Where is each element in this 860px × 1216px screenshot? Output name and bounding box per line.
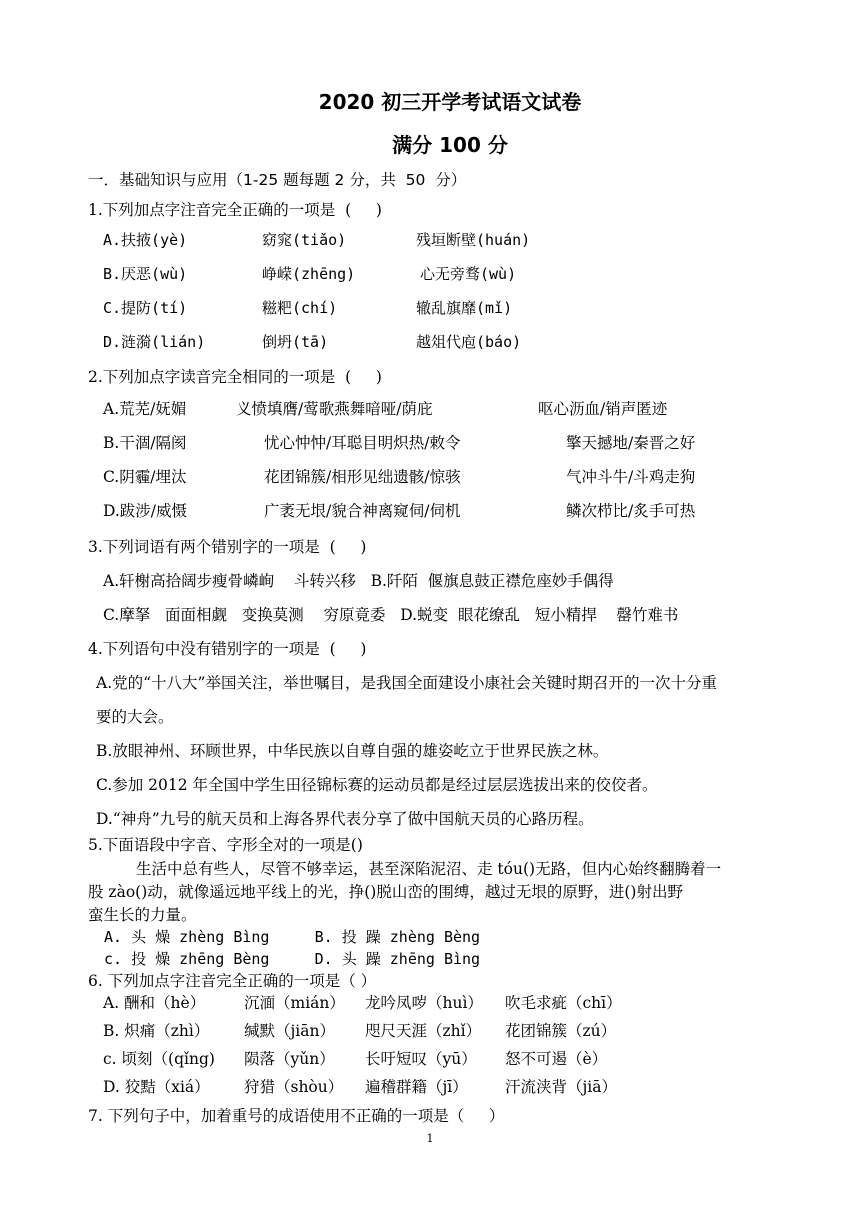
page-number: 1	[426, 1132, 434, 1145]
q6-option-c-4: 怒不可遏（è）	[505, 1050, 608, 1068]
q1-option-d-3: 越俎代庖(báo)	[416, 333, 522, 351]
q1-option-a-3: 残垣断壁(huán)	[416, 231, 531, 249]
q6-option-b-2: 缄默（jiān）	[244, 1022, 335, 1040]
q1-option-a-2: 窈窕(tiǎo)	[262, 231, 347, 249]
q6-option-a-4: 吹毛求疵（chī）	[505, 994, 622, 1012]
q4-option-a-line-1: A.党的“十八大”举国关注，举世嘱目，是我国全面建设小康社会关键时期召开的一次十分重	[96, 674, 717, 692]
question-6-stem: 6. 下列加点字注音完全正确的一项是（ ）	[88, 972, 377, 990]
exam-title: 2020 初三开学考试语文试卷	[318, 90, 582, 114]
q2-option-c-3: 气冲斗牛/斗鸡走狗	[566, 468, 696, 486]
q2-option-d-1: D.跋涉/威慑	[103, 502, 188, 520]
q4-option-d: D.“神舟”九号的航天员和上海各界代表分享了做中国航天员的心路历程。	[96, 810, 594, 828]
q6-option-d-3: 遍稽群籍（jī）	[365, 1078, 468, 1096]
q3-options-line-1: A.轩榭高拾阔步瘦骨嶙峋 斗转兴移 B.阡陌 偃旗息鼓正襟危座妙手偶得	[103, 572, 614, 590]
question-7-stem: 7. 下列句子中，加着重号的成语使用不正确的一项是（ ）	[88, 1107, 505, 1125]
q6-option-a-2: 沉湎（mián）	[244, 994, 345, 1012]
q3-options-line-2: C.摩拏 面面相觑 变换莫测 穷原竟委 D.蜕变 眼花缭乱 短小精捍 罄竹难书	[103, 606, 679, 624]
q6-option-d-1: D. 狡黠（xiá）	[103, 1078, 210, 1096]
q4-option-b: B.放眼神州、环顾世界，中华民族以自尊自强的雄姿屹立于世界民族之林。	[96, 742, 609, 760]
q4-option-c: C.参加 2012 年全国中学生田径锦标赛的运动员都是经过层层选拔出来的佼佼者。	[96, 776, 658, 794]
q6-option-c-2: 陨落（yǔn）	[244, 1050, 335, 1068]
q2-option-d-3: 鳞次栉比/炙手可热	[566, 502, 696, 520]
question-4-stem: 4.下列语句中没有错别字的一项是 ( )	[88, 640, 367, 658]
section-heading: 一．基础知识与应用（1-25 题每题 2 分，共 50 分）	[88, 171, 467, 189]
q5-passage-line-3: 蛮生长的力量。	[88, 906, 197, 924]
question-2-stem: 2.下列加点字读音完全相同的一项是 ( )	[88, 368, 382, 386]
q1-option-b-2: 峥嵘(zhēng)	[262, 265, 356, 283]
q6-option-a-1: A. 酬和（hè）	[103, 994, 206, 1012]
q6-option-b-3: 咫尺天涯（zhǐ）	[365, 1022, 482, 1040]
q6-option-a-3: 龙吟凤哕（huì）	[365, 994, 483, 1012]
q2-option-b-3: 擎天撼地/秦晋之好	[566, 434, 696, 452]
q6-option-b-1: B. 炽痛（zhì）	[103, 1022, 210, 1040]
q5-passage-line-2: 股 zào()动，就像遥远地平线上的光，挣()脱山峦的围缚，越过无垠的原野，进()射出野	[88, 883, 683, 901]
question-3-stem: 3.下列词语有两个错别字的一项是 ( )	[88, 538, 367, 556]
q2-option-c-1: C.阴霾/埋汰	[103, 468, 187, 486]
question-5-stem: 5.下面语段中字音、字形全对的一项是()	[88, 836, 363, 854]
exam-subtitle: 满分 100 分	[392, 133, 508, 157]
q1-option-c-2: 糍粑(chí)	[262, 299, 338, 317]
q6-option-b-4: 花团锦簇（zú）	[505, 1022, 617, 1040]
q1-option-c-1: C.提防(tí)	[103, 299, 188, 317]
question-1-stem: 1.下列加点字注音完全正确的一项是 ( )	[88, 201, 382, 219]
q1-option-b-1: B.厌恶(wù)	[103, 265, 188, 283]
q2-option-b-2: 忧心忡忡/耳聪目明炽热/敕令	[264, 434, 461, 452]
q6-option-d-4: 汗流浃背（jiā）	[505, 1078, 618, 1096]
q1-option-c-3: 辙乱旗靡(mǐ)	[416, 299, 513, 317]
q2-option-b-1: B.干涸/隔阂	[103, 434, 187, 452]
q2-option-a-1: A.荒芜/妩媚	[103, 400, 187, 418]
q6-option-d-2: 狩猎（shòu）	[244, 1078, 344, 1096]
q5-options-line-2: c. 投 燥 zhēng Bèng D. 头 躁 zhēng Bìng	[104, 950, 481, 968]
q5-options-line-1: A. 头 燥 zhèng Bìng B. 投 躁 zhèng Bèng	[104, 928, 481, 946]
q5-passage-line-1: 生活中总有些人，尽管不够幸运，甚至深陷泥沼、走 tóu()无路，但内心始终翻腾着一	[136, 860, 722, 878]
q6-option-c-3: 长吁短叹（yū）	[365, 1050, 477, 1068]
q2-option-a-3: 呕心沥血/销声匿迹	[538, 400, 668, 418]
q2-option-d-2: 广袤无垠/貌合神离窥伺/伺机	[264, 502, 461, 520]
q6-option-c-1: c. 顷刻（(qǐng)	[103, 1050, 215, 1068]
q1-option-a-1: A.扶掖(yè)	[103, 231, 188, 249]
q1-option-b-3: 心无旁骛(wù)	[420, 265, 517, 283]
q1-option-d-2: 倒坍(tā)	[262, 333, 329, 351]
q2-option-c-2: 花团锦簇/相形见绌遗骸/惊骇	[264, 468, 461, 486]
q1-option-d-1: D.涟漪(lián)	[103, 333, 206, 351]
q2-option-a-2: 义愤填膺/莺歌燕舞喑哑/荫庇	[236, 400, 433, 418]
q4-option-a-line-2: 要的大会。	[96, 708, 174, 726]
